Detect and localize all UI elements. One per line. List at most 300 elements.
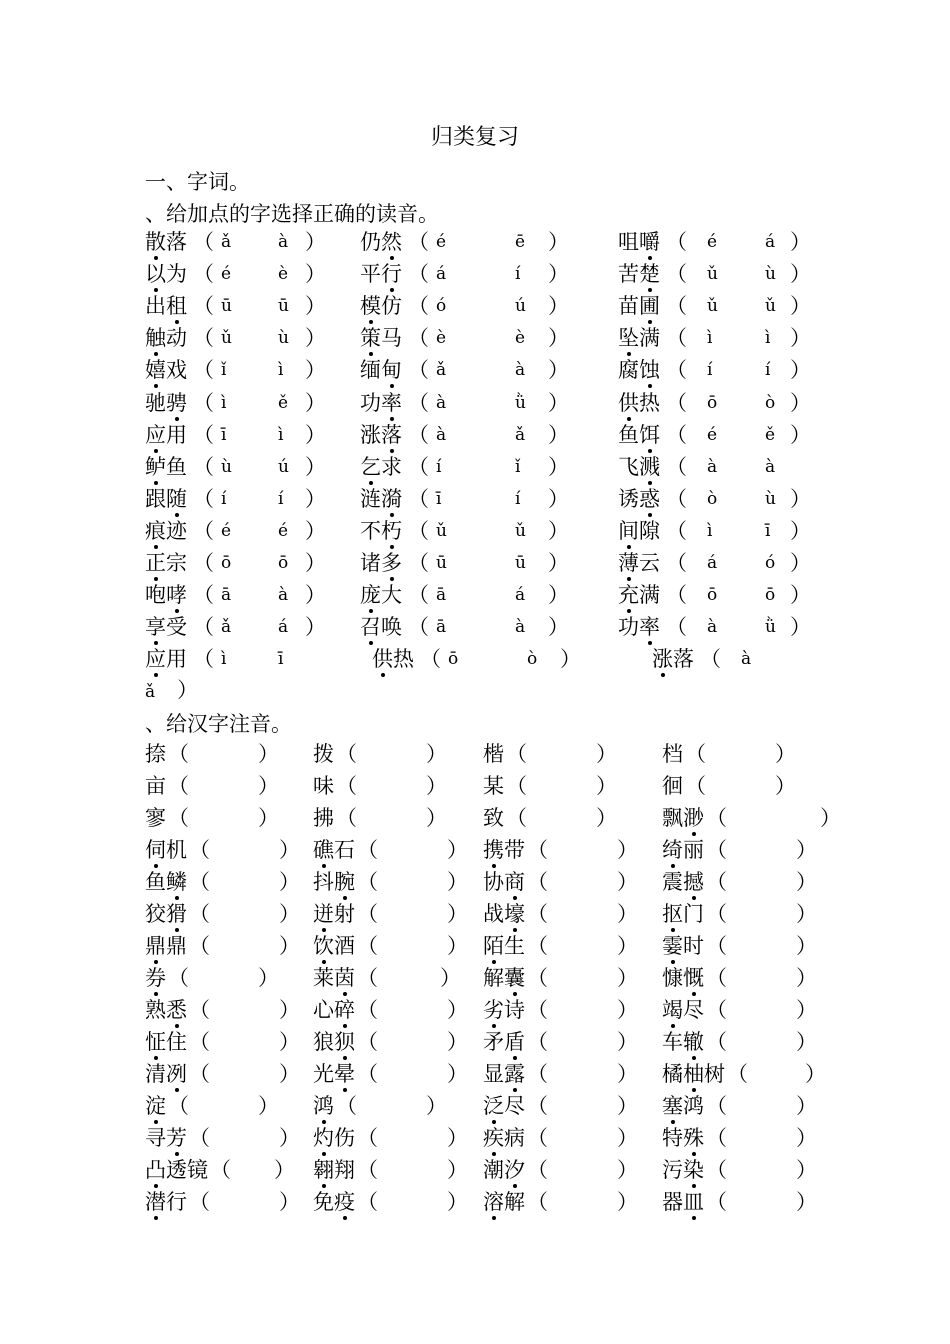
char: 拂 <box>313 806 334 830</box>
close-paren: ） <box>279 1126 300 1150</box>
open-paren: （ <box>357 1030 378 1054</box>
close-paren: ） <box>596 774 617 798</box>
word <box>662 964 704 992</box>
close-paren: ） <box>447 838 468 862</box>
word <box>662 1188 704 1216</box>
word <box>145 581 187 609</box>
close-paren: ） <box>796 966 817 990</box>
close-paren: ） <box>279 934 300 958</box>
close-paren: ） <box>426 774 447 798</box>
word <box>360 389 402 417</box>
pinyin-b: í <box>515 264 521 285</box>
word <box>483 868 525 896</box>
char: 苦 <box>618 262 639 287</box>
dotted-char: 漪 <box>381 486 402 511</box>
word <box>313 1124 355 1152</box>
pinyin-a: ō <box>707 585 718 606</box>
open-paren: （ <box>168 1094 189 1118</box>
close-paren: ） <box>305 551 326 575</box>
word <box>483 1156 525 1184</box>
notation-row <box>0 740 950 772</box>
close-paren: ） <box>447 1030 468 1054</box>
open-paren: （ <box>193 326 214 351</box>
dotted-char: 撼 <box>683 870 704 894</box>
word <box>313 772 334 800</box>
char: 镜 <box>187 1158 208 1182</box>
answer-blank[interactable] <box>730 1028 788 1054</box>
close-paren: ） <box>279 998 300 1022</box>
dotted-char: 惑 <box>639 486 660 511</box>
word <box>360 613 402 641</box>
answer-blank[interactable] <box>381 868 439 894</box>
answer-blank[interactable] <box>192 964 250 990</box>
char: 翔 <box>334 1158 355 1182</box>
answer-blank[interactable] <box>360 804 418 830</box>
close-paren: ） <box>548 615 569 640</box>
dotted-char: 券 <box>145 966 166 990</box>
answer-blank[interactable] <box>381 1156 439 1182</box>
answer-blank[interactable] <box>551 1092 609 1118</box>
word <box>618 324 660 352</box>
char: 树 <box>704 1062 725 1086</box>
close-paren: ） <box>790 358 811 383</box>
open-paren: （ <box>527 1094 548 1118</box>
close-paren: ） <box>790 486 811 511</box>
answer-blank[interactable] <box>213 1124 271 1150</box>
dotted-char: 竭 <box>662 998 683 1022</box>
answer-blank[interactable] <box>381 1028 439 1054</box>
pinyin-a: é <box>707 424 718 445</box>
dotted-char: 骋 <box>166 390 187 415</box>
word <box>360 356 402 384</box>
close-paren: ） <box>305 486 326 511</box>
exercise-row <box>0 421 950 453</box>
char: 动 <box>166 326 187 351</box>
word <box>360 581 402 609</box>
word <box>145 1028 187 1056</box>
answer-blank[interactable] <box>751 1060 809 1086</box>
word <box>618 260 660 288</box>
open-paren: （ <box>527 1062 548 1086</box>
answer-blank[interactable] <box>530 740 588 766</box>
char: 大 <box>381 583 402 608</box>
char: 满 <box>639 583 660 608</box>
open-paren: （ <box>357 838 378 862</box>
answer-blank[interactable] <box>551 1188 609 1214</box>
open-paren: （ <box>666 486 687 511</box>
pinyin-b: à <box>278 232 289 252</box>
close-paren: ） <box>596 806 617 830</box>
open-paren: （ <box>666 390 687 415</box>
answer-blank[interactable] <box>381 1124 439 1150</box>
answer-blank[interactable] <box>530 804 588 830</box>
pinyin-b: ǜ <box>515 392 526 413</box>
char: 门 <box>683 902 704 926</box>
dotted-char: 陌 <box>483 934 504 958</box>
pinyin-a: ū <box>221 296 232 317</box>
answer-blank[interactable] <box>381 996 439 1022</box>
answer-blank[interactable] <box>360 772 418 798</box>
char: 档 <box>662 742 683 766</box>
pinyin-b: á <box>765 232 776 252</box>
open-paren: （ <box>193 518 214 543</box>
dotted-char: 灼 <box>313 1126 334 1150</box>
pinyin-b: ò <box>765 392 776 413</box>
answer-blank[interactable] <box>551 868 609 894</box>
dotted-char: 绮 <box>662 838 683 862</box>
open-paren: （ <box>706 902 727 926</box>
word <box>145 260 187 288</box>
char: 莱 <box>313 966 334 990</box>
answer-blank[interactable] <box>213 1188 271 1214</box>
close-paren: ） <box>796 1094 817 1118</box>
part1-heading: 、给加点的字选择正确的读音。 <box>145 202 439 226</box>
word <box>313 740 334 768</box>
pinyin-b: í <box>515 488 521 509</box>
answer-blank[interactable] <box>730 1156 788 1182</box>
notation-row <box>0 964 950 996</box>
char: 行 <box>166 1190 187 1214</box>
dotted-char: 霎 <box>662 934 683 958</box>
char: 满 <box>639 326 660 351</box>
open-paren: （ <box>357 1158 378 1182</box>
answer-blank[interactable] <box>381 964 439 990</box>
pinyin-b: á <box>515 585 526 606</box>
answer-blank[interactable] <box>213 1028 271 1054</box>
word <box>360 260 402 288</box>
notation-row <box>0 1188 950 1220</box>
pinyin-b: ū <box>515 553 526 573</box>
word <box>145 932 187 960</box>
dotted-char: 疾 <box>483 1126 504 1150</box>
word <box>145 1188 187 1216</box>
close-paren: ） <box>447 998 468 1022</box>
pinyin-a: à <box>436 392 447 413</box>
answer-blank[interactable] <box>551 932 609 958</box>
open-paren: （ <box>506 742 527 766</box>
open-paren: （ <box>685 742 706 766</box>
answer-blank[interactable] <box>192 1092 250 1118</box>
close-paren: ） <box>279 870 300 894</box>
word <box>618 453 660 481</box>
char: 协 <box>483 870 504 894</box>
close-paren: ） <box>548 230 569 254</box>
answer-blank[interactable] <box>360 740 418 766</box>
char: 腐 <box>618 358 639 383</box>
close-paren: ） <box>426 1094 447 1118</box>
word <box>662 740 683 768</box>
dotted-char: 鸿 <box>313 1094 334 1118</box>
word <box>662 1124 704 1152</box>
char: 功 <box>360 390 381 415</box>
answer-blank[interactable] <box>551 964 609 990</box>
section-heading: 一、字词。 <box>145 170 250 194</box>
close-paren: ） <box>440 966 461 990</box>
word <box>145 996 187 1024</box>
word <box>145 1092 166 1120</box>
close-paren: ） <box>548 454 569 479</box>
answer-blank[interactable] <box>730 964 788 990</box>
answer-blank[interactable] <box>381 1188 439 1214</box>
char: 车 <box>662 1030 683 1054</box>
close-paren: ） <box>279 1190 300 1214</box>
exercise-row <box>0 389 950 421</box>
open-paren: （ <box>527 1030 548 1054</box>
answer-blank[interactable] <box>381 1060 439 1086</box>
answer-blank[interactable] <box>213 932 271 958</box>
pinyin-b: ī <box>278 649 284 670</box>
answer-blank[interactable] <box>730 932 788 958</box>
dotted-char: 伺 <box>145 838 166 862</box>
pinyin-a: ō <box>707 392 718 413</box>
open-paren: （ <box>706 934 727 958</box>
close-paren: ） <box>775 742 796 766</box>
answer-blank[interactable] <box>730 1188 788 1214</box>
pinyin-b: ū <box>278 296 289 317</box>
answer-blank[interactable] <box>192 740 250 766</box>
close-paren: ） <box>548 294 569 319</box>
word <box>618 389 660 417</box>
answer-blank[interactable] <box>730 868 788 894</box>
pinyin-a: ū <box>436 553 447 573</box>
pinyin-b: ē <box>515 232 526 252</box>
pinyin-b: ě <box>278 392 289 413</box>
close-paren: ） <box>305 230 326 254</box>
answer-blank[interactable] <box>192 804 250 830</box>
close-paren: ） <box>447 870 468 894</box>
word <box>618 292 660 320</box>
answer-blank[interactable] <box>730 900 788 926</box>
answer-blank[interactable] <box>530 772 588 798</box>
close-paren: ） <box>796 838 817 862</box>
char: 解 <box>483 966 504 990</box>
close-paren: ） <box>305 422 326 447</box>
answer-blank[interactable] <box>213 1060 271 1086</box>
char: 鱼 <box>145 870 166 894</box>
answer-blank[interactable] <box>381 900 439 926</box>
char: 缅 <box>360 358 381 383</box>
pinyin-b: ì <box>765 328 771 349</box>
word <box>145 421 187 449</box>
pinyin-b: à <box>765 456 776 477</box>
dotted-char: 皿 <box>683 1190 704 1214</box>
word <box>360 453 402 481</box>
word <box>145 740 166 768</box>
close-paren: ） <box>258 742 279 766</box>
dotted-char: 慨 <box>683 966 704 990</box>
char: 亩 <box>145 774 166 798</box>
pinyin-b: ō <box>765 585 776 606</box>
dotted-char: 楚 <box>639 262 660 287</box>
pinyin-a: è <box>436 328 447 349</box>
answer-blank[interactable] <box>381 932 439 958</box>
char: 受 <box>166 615 187 640</box>
close-paren: ） <box>790 326 811 351</box>
answer-blank[interactable] <box>551 836 609 862</box>
answer-blank[interactable] <box>551 900 609 926</box>
pinyin-a: ā <box>436 585 447 606</box>
answer-blank[interactable] <box>730 836 788 862</box>
word <box>662 836 704 864</box>
open-paren: （ <box>193 262 214 287</box>
char: 鱼 <box>618 422 639 447</box>
close-paren: ） <box>790 294 811 319</box>
close-paren: ） <box>279 838 300 862</box>
dotted-char: 抠 <box>662 902 683 926</box>
dotted-char: 冽 <box>166 1062 187 1086</box>
dotted-char: 塞 <box>662 1094 683 1118</box>
char: 尽 <box>683 998 704 1022</box>
close-paren: ） <box>548 358 569 383</box>
open-paren: （ <box>357 1190 378 1214</box>
pinyin-a: ī <box>436 488 442 509</box>
answer-blank[interactable] <box>709 740 767 766</box>
dotted-char: 触 <box>145 326 166 351</box>
char: 伤 <box>334 1126 355 1150</box>
close-paren: ） <box>305 454 326 479</box>
open-paren: （ <box>193 358 214 383</box>
char: 求 <box>381 454 402 479</box>
open-paren: （ <box>189 1190 210 1214</box>
close-paren: ） <box>447 1158 468 1182</box>
open-paren: （ <box>527 934 548 958</box>
pinyin-a: ǔ <box>707 264 718 285</box>
answer-blank[interactable] <box>730 1092 788 1118</box>
char: 寻 <box>145 1126 166 1150</box>
answer-blank[interactable] <box>551 996 609 1022</box>
open-paren: （ <box>408 454 429 479</box>
dotted-char: 乞 <box>360 454 381 479</box>
word <box>145 613 187 641</box>
answer-blank[interactable] <box>730 804 788 830</box>
close-paren: ） <box>796 1158 817 1182</box>
close-paren: ） <box>426 806 447 830</box>
exercise-row <box>0 453 950 485</box>
answer-blank[interactable] <box>730 1124 788 1150</box>
dotted-char: 租 <box>166 294 187 319</box>
word <box>145 356 187 384</box>
pinyin-a: ǔ <box>221 328 232 349</box>
open-paren: （ <box>336 806 357 830</box>
char: 咆 <box>145 583 166 608</box>
open-paren: （ <box>408 326 429 351</box>
pinyin-b: è <box>278 264 289 285</box>
pinyin-a: ā <box>436 617 447 638</box>
word <box>145 228 187 256</box>
char: 热 <box>393 647 414 672</box>
pinyin-b: è <box>515 328 526 349</box>
dotted-char: 劣 <box>483 998 504 1022</box>
open-paren: （ <box>193 486 214 511</box>
char: 光 <box>313 1062 334 1086</box>
close-paren: ） <box>796 1190 817 1214</box>
notation-row <box>0 1092 950 1124</box>
open-paren: （ <box>700 647 721 672</box>
pinyin-b: ī <box>765 520 771 541</box>
dotted-char: 涨 <box>652 647 673 672</box>
char: 熟 <box>145 998 166 1022</box>
exercise-row <box>0 517 950 549</box>
word <box>360 292 402 320</box>
close-paren: ） <box>548 422 569 447</box>
dotted-char: 泛 <box>483 1094 504 1118</box>
close-paren: ） <box>258 774 279 798</box>
dotted-char: 饮 <box>313 934 334 958</box>
close-paren: ） <box>305 583 326 608</box>
open-paren: （ <box>666 262 687 287</box>
answer-blank[interactable] <box>381 836 439 862</box>
pinyin-a: ǎ <box>436 360 447 381</box>
exercise-row <box>0 645 950 677</box>
dotted-char: 散 <box>145 230 166 254</box>
pinyin-a: ì <box>221 392 227 413</box>
answer-blank[interactable] <box>213 868 271 894</box>
answer-blank[interactable] <box>551 1060 609 1086</box>
answer-blank[interactable] <box>709 772 767 798</box>
char: 慷 <box>662 966 683 990</box>
answer-blank[interactable] <box>551 1156 609 1182</box>
open-paren: （ <box>706 1190 727 1214</box>
pinyin-a: í <box>436 456 442 477</box>
pinyin-b: é <box>278 520 289 541</box>
answer-blank[interactable] <box>213 996 271 1022</box>
open-paren: （ <box>168 966 189 990</box>
char: 某 <box>483 774 504 798</box>
answer-blank[interactable] <box>213 836 271 862</box>
close-paren: ） <box>617 1062 638 1086</box>
dotted-char: 享 <box>145 615 166 640</box>
close-paren: ） <box>790 551 811 575</box>
exercise-row <box>0 292 950 324</box>
close-paren: ） <box>447 934 468 958</box>
answer-blank[interactable] <box>192 772 250 798</box>
char: 拨 <box>313 742 334 766</box>
exercise-row <box>0 549 950 581</box>
exercise-row <box>0 485 950 517</box>
close-paren: ） <box>790 615 811 640</box>
answer-blank[interactable] <box>213 900 271 926</box>
dotted-char: 芳 <box>166 1126 187 1150</box>
pinyin-b: ǜ <box>765 617 776 638</box>
close-paren: ） <box>796 902 817 926</box>
open-paren: （ <box>527 870 548 894</box>
notation-row <box>0 836 950 868</box>
word <box>662 868 704 896</box>
answer-blank[interactable] <box>551 1124 609 1150</box>
open-paren: （ <box>666 358 687 383</box>
word <box>313 1028 355 1056</box>
answer-blank[interactable] <box>730 996 788 1022</box>
char: 丽 <box>683 838 704 862</box>
answer-blank[interactable] <box>551 1028 609 1054</box>
char: 矛 <box>483 1030 504 1054</box>
notation-row <box>0 868 950 900</box>
answer-blank[interactable] <box>360 1092 418 1118</box>
open-paren: （ <box>706 998 727 1022</box>
word <box>662 1156 704 1184</box>
pinyin-a: à <box>707 456 718 477</box>
open-paren: （ <box>408 583 429 608</box>
dotted-char: 率 <box>639 615 660 640</box>
word <box>662 772 683 800</box>
open-paren: （ <box>189 1126 210 1150</box>
char: 诗 <box>504 998 525 1022</box>
open-paren: （ <box>189 838 210 862</box>
char: 味 <box>313 774 334 798</box>
close-paren: ） <box>305 294 326 319</box>
dotted-char: 商 <box>504 870 525 894</box>
char: 潮 <box>483 1158 504 1182</box>
